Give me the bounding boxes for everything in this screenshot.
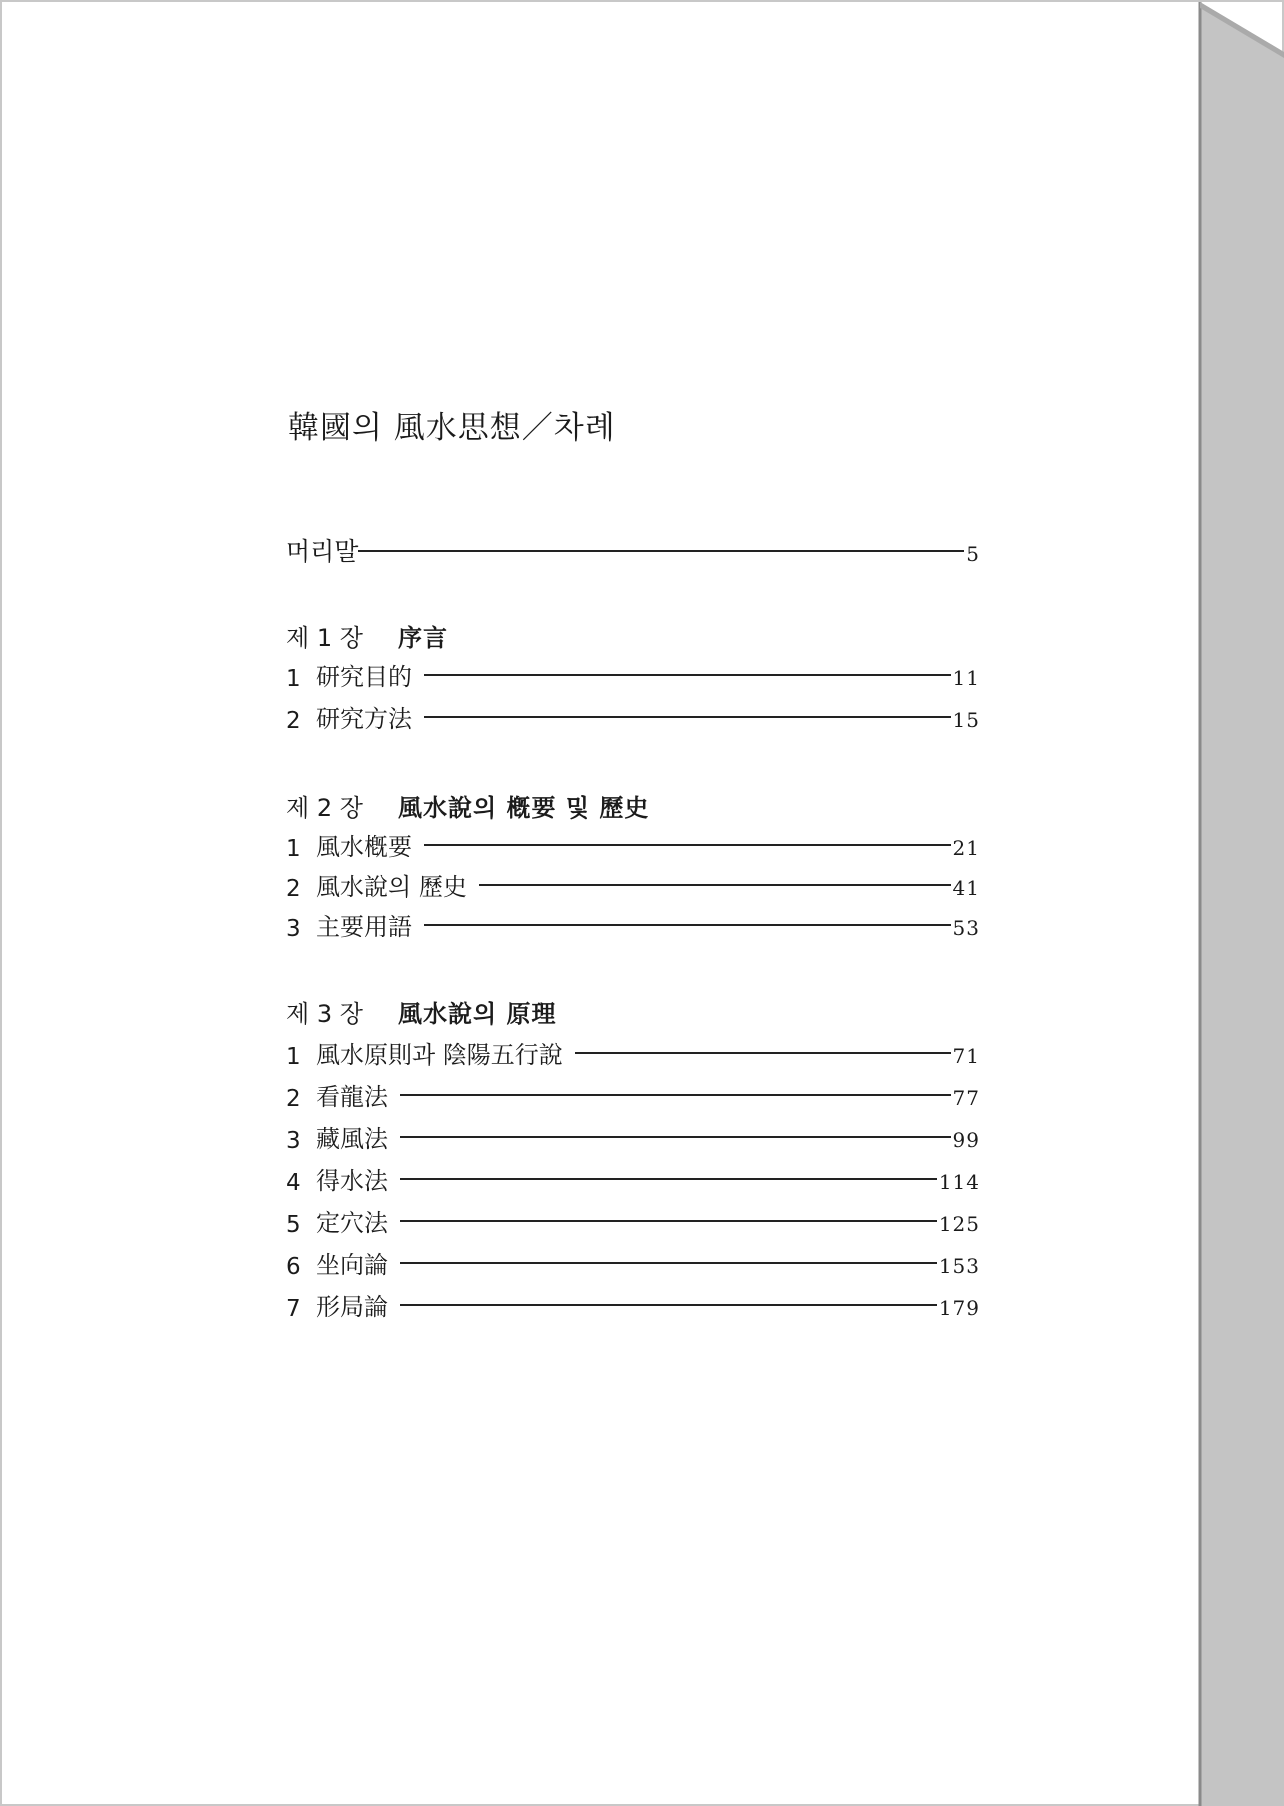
- section-number: 2: [286, 1086, 301, 1112]
- section-number: 2: [286, 876, 301, 902]
- chapter-label: 제 3 장: [286, 1000, 363, 1028]
- toc-entry-title: 定穴法: [316, 1209, 388, 1237]
- toc-entry[interactable]: [286, 1036, 980, 1070]
- section-number: 3: [286, 916, 301, 942]
- toc-entry-title: 研究方法: [316, 705, 412, 733]
- toc-entry-title: 主要用語: [316, 913, 412, 941]
- toc-page-number: 179: [938, 1296, 980, 1320]
- chapter-title: 風水說의 原理: [398, 999, 557, 1028]
- toc-entry-title: 風水說의 歷史: [316, 873, 467, 901]
- dot-leader: [424, 844, 951, 846]
- toc-entry-preface[interactable]: [286, 534, 980, 568]
- chapter-label: 제 1 장: [286, 624, 363, 652]
- toc-entry[interactable]: [286, 658, 980, 692]
- toc-entry[interactable]: [286, 1288, 980, 1322]
- section-number: 1: [286, 666, 301, 692]
- chapter-label: 제 2 장: [286, 794, 363, 822]
- dot-leader: [424, 674, 951, 676]
- chapter-heading: [286, 788, 649, 823]
- toc-page-number: 11: [952, 666, 980, 690]
- dot-leader: [400, 1178, 937, 1180]
- toc-entry-title: 머리말: [286, 537, 359, 566]
- toc-page-number: 99: [952, 1128, 980, 1152]
- section-number: 6: [286, 1254, 301, 1280]
- dot-leader: [400, 1304, 937, 1306]
- section-number: 5: [286, 1212, 301, 1238]
- toc-page-number: 53: [952, 916, 980, 940]
- toc-entry-title: 坐向論: [316, 1251, 388, 1279]
- section-number: 3: [286, 1128, 301, 1154]
- toc-page-number: 41: [952, 876, 980, 900]
- toc-page-number: 125: [938, 1212, 980, 1236]
- toc-entry-title: 形局論: [316, 1293, 388, 1321]
- toc-entry[interactable]: [286, 1162, 980, 1196]
- toc-entry-title: 風水原則과 陰陽五行說: [316, 1041, 563, 1069]
- dot-leader: [358, 550, 964, 552]
- toc-entry-title: 研究目的: [316, 663, 412, 691]
- toc-page-number: 15: [952, 708, 980, 732]
- section-number: 7: [286, 1296, 301, 1322]
- dot-leader: [575, 1052, 951, 1054]
- toc-entry-title: 看龍法: [316, 1083, 388, 1111]
- toc-page-number: 153: [938, 1254, 980, 1278]
- dot-leader: [424, 716, 951, 718]
- toc-entry-title: 藏風法: [316, 1125, 388, 1153]
- toc-entry[interactable]: [286, 1078, 980, 1112]
- section-number: 2: [286, 708, 301, 734]
- dot-leader: [400, 1136, 951, 1138]
- toc-page-number: 5: [966, 542, 980, 566]
- chapter-heading: [286, 618, 448, 653]
- toc-entry[interactable]: [286, 1246, 980, 1280]
- toc-entry[interactable]: [286, 908, 980, 942]
- toc-entry[interactable]: [286, 828, 980, 862]
- toc-page-number: 77: [952, 1086, 980, 1110]
- page-title: 韓國의 風水思想／차례: [288, 410, 616, 446]
- toc-entry[interactable]: [286, 700, 980, 734]
- section-number: 4: [286, 1170, 301, 1196]
- dot-leader: [400, 1094, 951, 1096]
- toc-page-number: 71: [952, 1044, 980, 1068]
- dot-leader: [400, 1220, 937, 1222]
- section-number: 1: [286, 1044, 301, 1070]
- toc-entry-title: 風水槪要: [316, 833, 412, 861]
- toc-entry[interactable]: [286, 868, 980, 902]
- toc-entry[interactable]: [286, 1204, 980, 1238]
- chapter-title: 風水說의 槪要 및 歷史: [398, 793, 650, 822]
- toc-page-number: 114: [938, 1170, 980, 1194]
- section-number: 1: [286, 836, 301, 862]
- chapter-heading: [286, 994, 557, 1029]
- dot-leader: [400, 1262, 937, 1264]
- toc-entry-title: 得水法: [316, 1167, 388, 1195]
- dot-leader: [424, 924, 951, 926]
- dot-leader: [479, 884, 951, 886]
- toc-entry[interactable]: [286, 1120, 980, 1154]
- chapter-title: 序言: [398, 623, 448, 652]
- toc-page-number: 21: [952, 836, 980, 860]
